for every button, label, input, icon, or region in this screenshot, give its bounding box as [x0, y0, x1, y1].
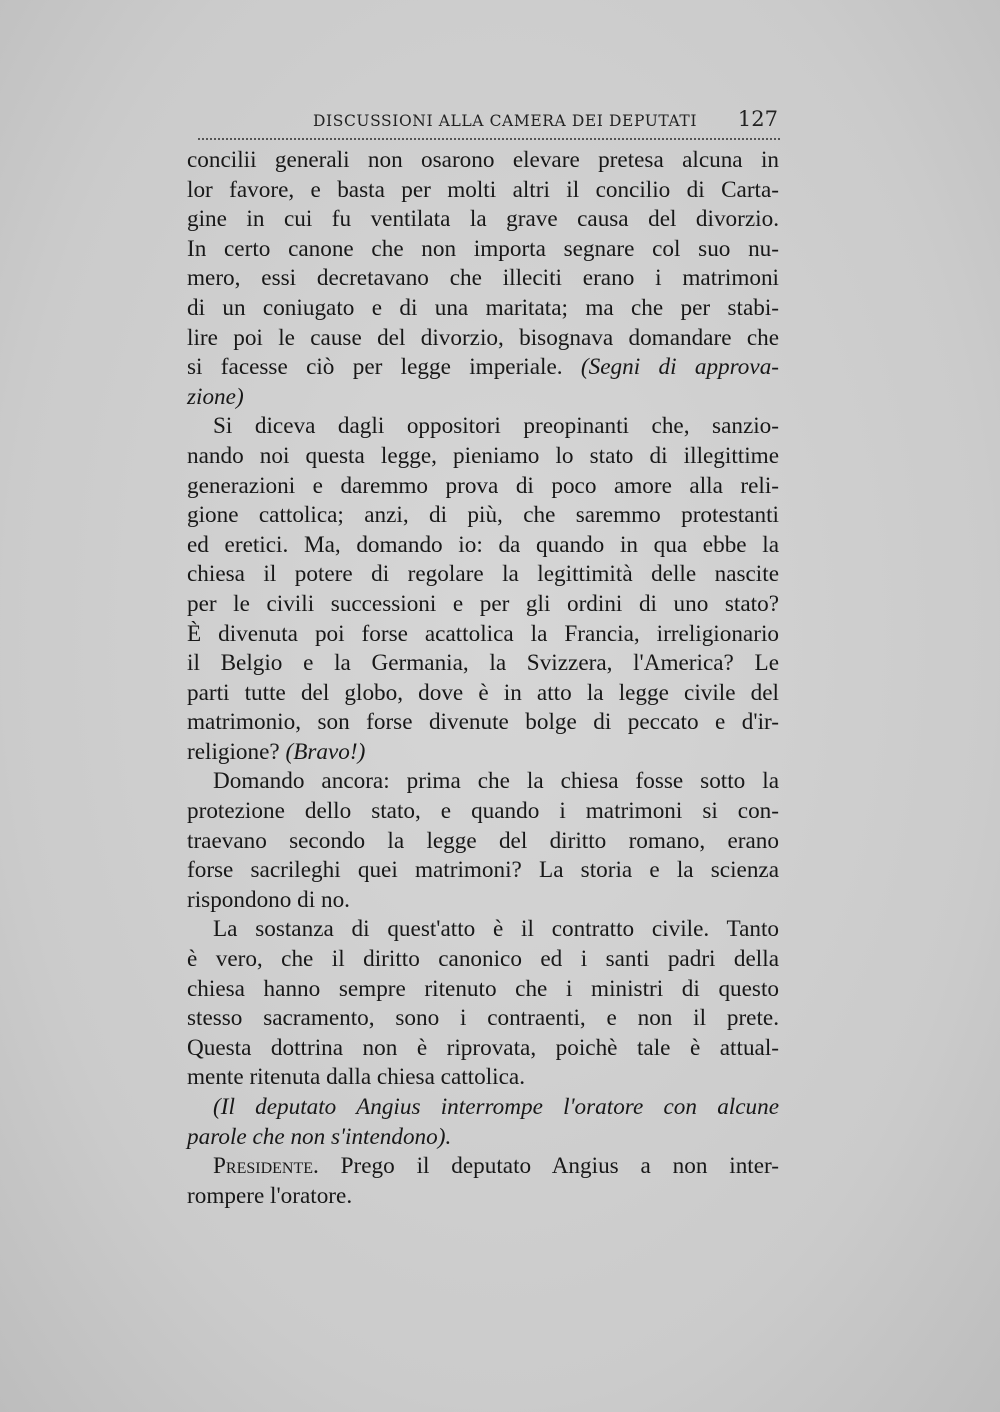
text-line: protezione dello stato, e quando i matrimoni si con- [187, 798, 779, 825]
text-line: parti tutte del globo, dove è in atto la legge civile del [187, 679, 779, 706]
text-line [187, 353, 779, 383]
text-line: gine in cui fu ventilata la grave causa del divorzio. [187, 206, 779, 233]
text-line: rompere l'oratore. [187, 1182, 353, 1209]
text-line [187, 383, 779, 413]
text-line: il Belgio e la Germania, la Svizzera, l'America? Le [187, 650, 779, 677]
text-line: gione cattolica; anzi, di più, che saremmo protestanti [187, 502, 779, 529]
text-line [187, 1152, 779, 1182]
text-fragment: Prego il deputato Angius a non inter- [340, 1153, 780, 1180]
text-line: concilii generali non osarono elevare pretesa alcuna in [187, 147, 779, 173]
text-line: mente ritenuta dalla chiesa cattolica. [187, 1064, 525, 1091]
text-line: è vero, che il diritto canonico ed i santi padri della [187, 946, 779, 973]
text-line: lire poi le cause del divorzio, bisognava domandare che [187, 324, 779, 351]
text-line: È divenuta poi forse acattolica la Francia, irreligionario [187, 620, 779, 647]
text-line: Domando ancora: prima che la chiesa fosse sotto la [213, 768, 779, 795]
text-line: Questa dottrina non è riprovata, poichè tale è attual- [187, 1034, 779, 1061]
text-line: lor favore, e basta per molti altri il concilio di Carta- [187, 176, 779, 203]
text-line: generazioni e daremmo prova di poco amore alla reli- [187, 472, 779, 499]
stage-direction: (Bravo!) [285, 738, 366, 765]
text-line [187, 738, 779, 768]
running-title: DISCUSSIONI ALLA CAMERA DEI DEPUTATI [313, 112, 698, 130]
text-fragment: religione? [187, 738, 280, 765]
text-line: stesso sacramento, sono i contraenti, e non il prete. [187, 1005, 779, 1032]
text-line: per le civili successioni e per gli ordini di uno stato? [187, 590, 779, 617]
text-line: chiesa il potere di regolare la legittimità delle nascite [187, 561, 779, 588]
text-fragment: si facesse ciò per legge imperiale. [187, 354, 563, 381]
header-rule [198, 138, 780, 140]
stage-direction: zione) [187, 383, 244, 410]
text-line: mero, essi decretavano che illeciti erano i matrimoni [187, 265, 779, 292]
text-line: forse sacrileghi quei matrimoni? La storia e la scienza [187, 857, 779, 884]
body-text [187, 146, 779, 1211]
text-line: ed eretici. Ma, domando io: da quando in qua ebbe la [187, 531, 779, 558]
stage-direction: parole che non s'intendono). [187, 1123, 452, 1150]
text-line: matrimonio, son forse divenute bolge di peccato e d'ir- [187, 709, 779, 736]
text-line: nando noi questa legge, pieniamo lo stato di illegittime [187, 442, 779, 469]
text-line: traevano secondo la legge del diritto romano, erano [187, 827, 779, 854]
text-line: chiesa hanno sempre ritenuto che i ministri di questo [187, 975, 779, 1002]
text-line: di un coniugato e di una maritata; ma che per stabi- [187, 294, 779, 321]
stage-direction: (Segni di approva- [580, 354, 780, 381]
text-line: rispondono di no. [187, 886, 350, 913]
page-header [198, 108, 780, 138]
speaker-name: Presidente. [213, 1153, 319, 1180]
text-line: La sostanza di quest'atto è il contratto civile. Tanto [213, 916, 779, 943]
stage-direction: (Il deputato Angius interrompe l'oratore con alcune [213, 1094, 779, 1120]
text-line: Si diceva dagli oppositori preopinanti che, sanzio- [213, 413, 779, 440]
page-number: 127 [737, 107, 778, 131]
text-line: In certo canone che non importa segnare col suo nu- [187, 235, 779, 262]
